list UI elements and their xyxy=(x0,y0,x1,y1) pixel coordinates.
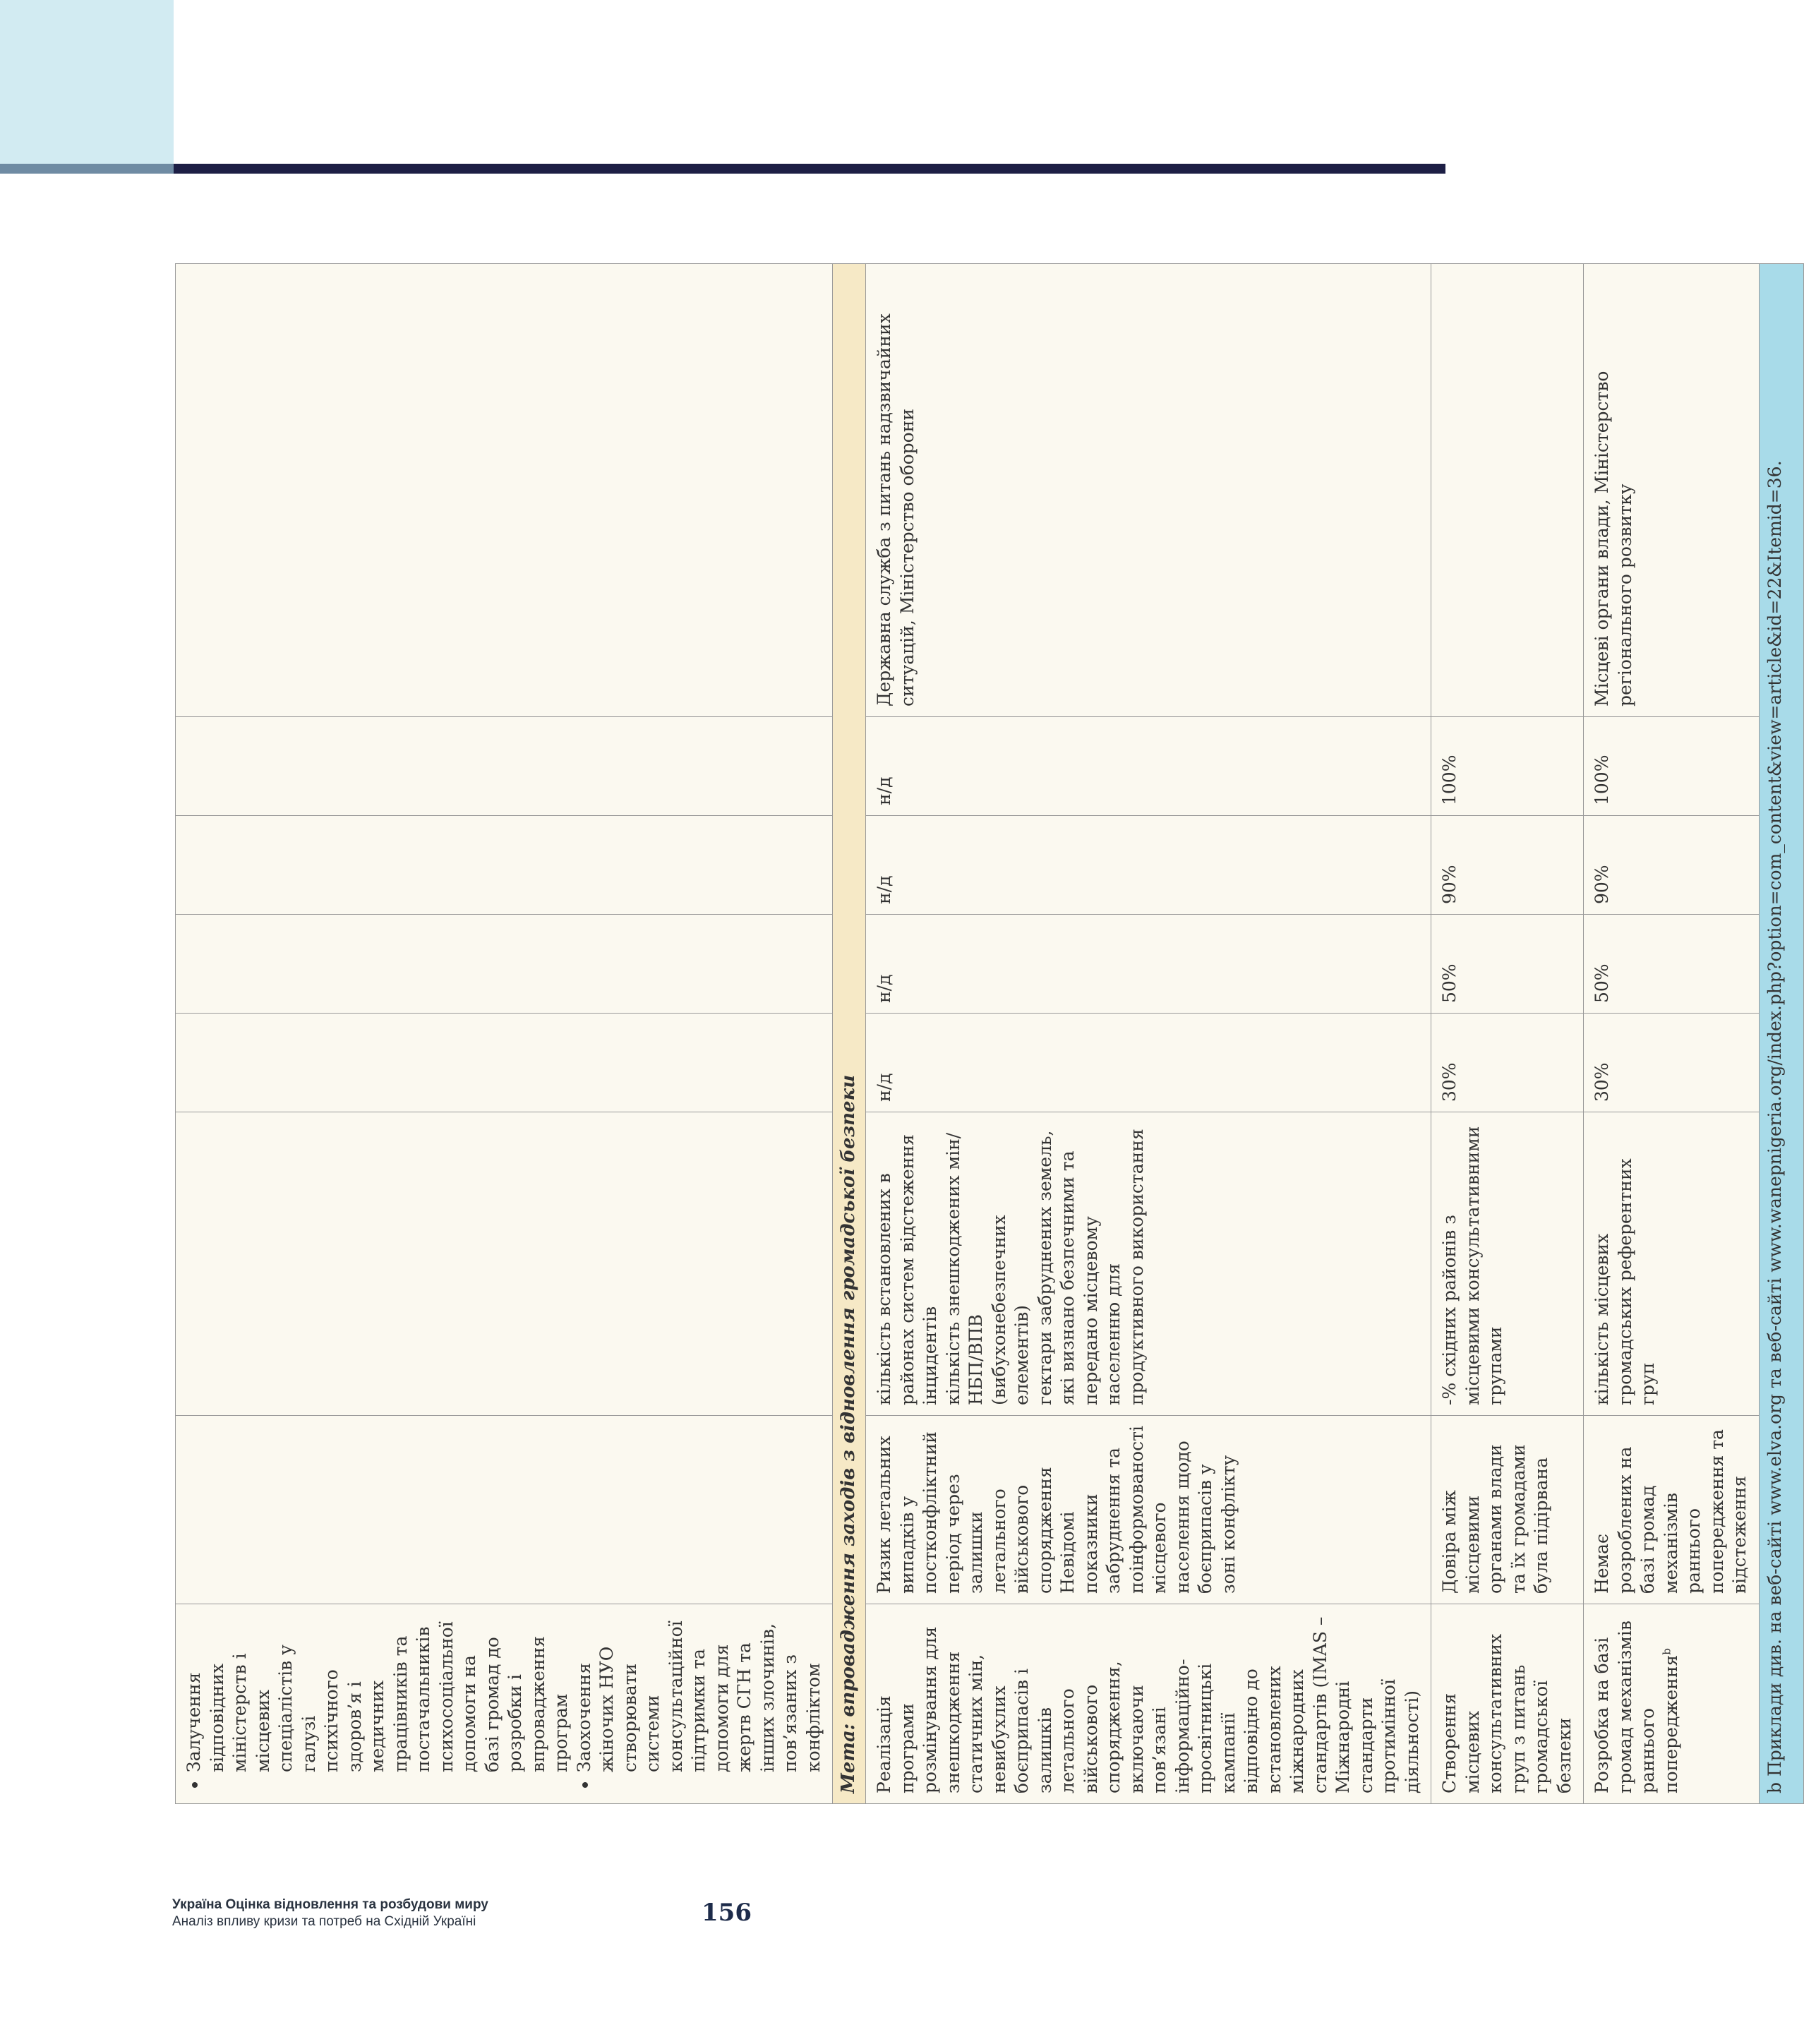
value-cell: н/д xyxy=(866,717,1431,816)
rotated-table-container xyxy=(175,264,1785,1804)
table-row xyxy=(1584,264,1760,1804)
intervention-cell: Реалізація програми розмінування для знешкодження статичних мін, невибухлих боєприпасів і залишків летального військового спорядження, включаючи пов’язані інформаційно-просвітницькі кампанії відповідно до встановлених міжнародних стандартів (IMAS – Міжнародні стандарти протимінної діяльності) xyxy=(866,1604,1431,1804)
empty-cell xyxy=(176,1112,833,1416)
table-row xyxy=(866,264,1431,1804)
footer-subtitle: Аналіз впливу кризи та потреб на Східній Україні xyxy=(172,1914,476,1929)
empty-cell xyxy=(176,717,833,816)
risks-cell: Ризик летальних випадків у постконфліктний період через залишки летального військового спорядження Невідомі показники забруднення та поінформованості місцевого населення щодо боєприпасів у зоні конфлікту xyxy=(866,1416,1431,1604)
value-cell: 100% xyxy=(1431,717,1584,816)
value-cell: 100% xyxy=(1584,717,1760,816)
value-cell: 90% xyxy=(1584,816,1760,915)
page-number: 156 xyxy=(702,1899,752,1927)
risks-cell: Довіра між місцевими органами влади та їх громадами була підірвана xyxy=(1431,1416,1584,1604)
value-cell: 30% xyxy=(1584,1014,1760,1112)
value-cell: 90% xyxy=(1431,816,1584,915)
section-header-row xyxy=(833,264,866,1804)
responsible-cell: Місцеві органи влади, Міністерство регіонального розвитку xyxy=(1584,264,1760,717)
intervention-cell: Створення місцевих консультативних груп з питань громадської безпеки xyxy=(1431,1604,1584,1804)
responsible-cell: Державна служба з питань надзвичайних ситуацій, Міністерство оборони xyxy=(866,264,1431,717)
header-bar-accent xyxy=(0,164,174,174)
value-cell: 50% xyxy=(1431,915,1584,1014)
footnote: b Приклади див. на веб-сайті www.elva.org та веб-сайті www.wanepnigeria.org/index.php?option=com_content&view=article&id=22&Itemid=36. xyxy=(1759,264,1803,1804)
section-header: Мета: впровадження заходів з відновлення громадської безпеки xyxy=(833,264,866,1804)
footnote-marker: b xyxy=(1660,1648,1673,1655)
indicator-cell: кількість встановлених в районах систем відстеження інцидентів кількість знешкоджених мін/НБП/ВПВ (вибухонебезпечних елементів) гектари забруднених земель, які визнано безпечними та передано місцевому населенню для продуктивного використання xyxy=(866,1112,1431,1416)
table-row-continuation xyxy=(176,264,833,1804)
list-item: • Заохочення жіночих НУО створювати системи консультаційної підтримки та допомоги для жертв СГН та інших злочинів, пов’язаних з конфліктом xyxy=(573,1614,826,1772)
value-cell: 30% xyxy=(1431,1014,1584,1112)
footnote-row xyxy=(1759,264,1803,1804)
results-matrix-table xyxy=(175,263,1804,1804)
value-cell: 50% xyxy=(1584,915,1760,1014)
header-bar xyxy=(174,164,1445,174)
value-cell: н/д xyxy=(866,816,1431,915)
empty-cell xyxy=(176,264,833,717)
continuation-bullet-list xyxy=(183,1614,825,1793)
table-row xyxy=(1431,264,1584,1804)
indicator-cell: кількість місцевих громадських референтних груп xyxy=(1584,1112,1760,1416)
value-cell: н/д xyxy=(866,915,1431,1014)
value-cell: н/д xyxy=(866,1014,1431,1112)
risks-cell: Немає розроблених на базі громад механізмів раннього попередження та відстеження xyxy=(1584,1416,1760,1604)
intervention-cell xyxy=(1584,1604,1760,1804)
intervention-text: Розробка на базі громад механізмів раннього попередження xyxy=(1592,1621,1681,1793)
responsible-cell xyxy=(1431,264,1584,717)
indicator-cell: -% східних районів з місцевими консультативними групами xyxy=(1431,1112,1584,1416)
continuation-cell xyxy=(176,1604,833,1804)
footer-title: Україна Оцінка відновлення та розбудови миру xyxy=(172,1897,488,1912)
empty-cell xyxy=(176,915,833,1014)
list-item: • Залучення відповідних міністерств і місцевих спеціалістів у галузі психічного здоров’я і медичних працівників та постачальників психосоціальної допомоги на базі громад до розробки і впровадження програм xyxy=(183,1614,573,1772)
empty-cell xyxy=(176,1416,833,1604)
empty-cell xyxy=(176,1014,833,1112)
corner-color-block xyxy=(0,0,174,164)
empty-cell xyxy=(176,816,833,915)
